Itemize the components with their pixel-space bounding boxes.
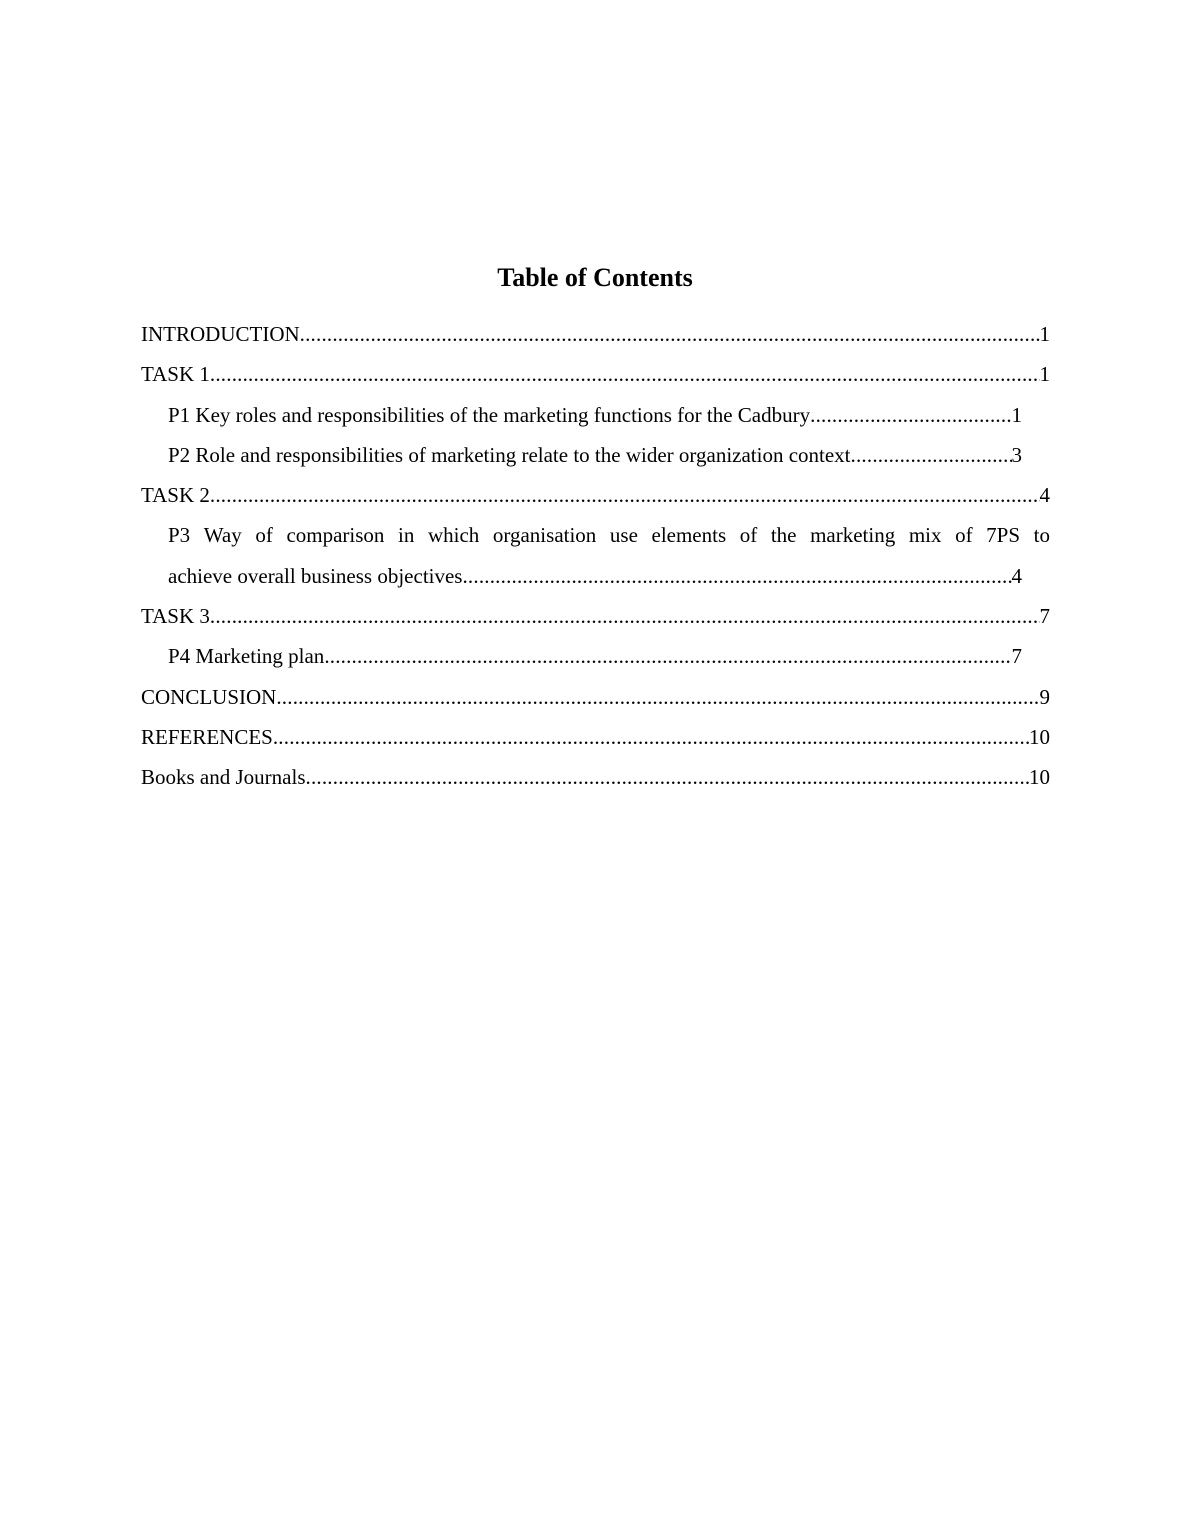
dot-leader (324, 636, 1011, 676)
toc-entry-word: organisation (492, 523, 597, 548)
toc-entry-label: TASK 2 (141, 483, 210, 508)
toc-entry-references[interactable] (141, 717, 1050, 757)
toc-entry-p3[interactable] (168, 515, 1050, 596)
toc-entry-word: in (398, 523, 415, 548)
toc-entry-label: Books and Journals (141, 765, 306, 790)
dot-leader (210, 354, 1040, 394)
toc-entry-word: use (609, 523, 638, 548)
dot-leader (306, 757, 1030, 797)
toc-entry-word: of (255, 523, 273, 548)
toc-entry-word: which (427, 523, 480, 548)
toc-entry-p4[interactable] (168, 636, 1022, 676)
toc-entry-books-and-journals[interactable] (141, 757, 1050, 797)
toc-entry-word: the (770, 523, 797, 548)
toc-entry-p2[interactable] (168, 435, 1022, 475)
dot-leader (210, 596, 1040, 636)
toc-entry-word: 7PS (986, 523, 1021, 548)
toc-entry-page: 1 (1039, 322, 1050, 346)
toc-entry-page: 1 (1011, 402, 1022, 427)
toc-entry-word: elements (651, 523, 727, 548)
toc-entry-label: TASK 3 (141, 604, 210, 629)
dot-leader (462, 556, 1011, 596)
toc-entry-word: of (739, 523, 758, 548)
toc-entry-line2 (168, 556, 1022, 596)
toc-entry-p1[interactable] (168, 395, 1022, 435)
toc-entry-page: 10 (1029, 765, 1050, 790)
toc-entry-page: 10 (1029, 724, 1050, 749)
toc-entry-page: 9 (1039, 684, 1050, 709)
dot-leader (276, 677, 1039, 717)
toc-entry-label: CONCLUSION (141, 684, 277, 709)
toc-entry-label-line1 (168, 515, 1050, 555)
toc-entry-word: marketing (810, 523, 896, 548)
dot-leader (210, 475, 1040, 515)
toc-entry-word: Way (203, 523, 242, 548)
toc-entry-page: 4 (1039, 483, 1050, 508)
toc-entry-task-3[interactable] (141, 596, 1050, 636)
toc-entry-word: of (955, 523, 973, 548)
toc-entry-task-2[interactable] (141, 475, 1050, 515)
toc-entry-word: comparison (286, 523, 385, 548)
toc-entry-page: 7 (1011, 644, 1022, 669)
toc-entry-label: P2 Role and responsibilities of marketing relate to the wider organization context (168, 442, 851, 467)
toc-entry-label: INTRODUCTION (141, 322, 300, 346)
toc-entry-page: 4 (1011, 563, 1022, 588)
toc-entry-introduction[interactable] (141, 314, 1050, 354)
toc-entry-page: 3 (1011, 442, 1022, 467)
toc-entry-label: P4 Marketing plan (168, 644, 325, 669)
toc-entry-word: P3 (168, 523, 191, 548)
toc-title: Table of Contents (497, 263, 693, 292)
toc-entry-label-line2: achieve overall business objectives (168, 563, 463, 588)
toc-entry-label: P1 Key roles and responsibilities of the marketing functions for the Cadbury (168, 402, 811, 427)
dot-leader (273, 717, 1029, 757)
toc-entry-page: 7 (1039, 604, 1050, 629)
toc-entry-task-1[interactable] (141, 354, 1050, 394)
toc-entry-label: TASK 1 (141, 362, 210, 387)
table-of-contents (141, 314, 1050, 798)
dot-leader (810, 395, 1011, 435)
dot-leader (851, 435, 1012, 475)
toc-entry-word: mix (908, 523, 942, 548)
toc-entry-page: 1 (1039, 362, 1050, 387)
toc-entry-word: to (1033, 523, 1050, 548)
toc-entry-conclusion[interactable] (141, 677, 1050, 717)
toc-entry-label: REFERENCES (141, 724, 273, 749)
dot-leader (300, 314, 1040, 354)
